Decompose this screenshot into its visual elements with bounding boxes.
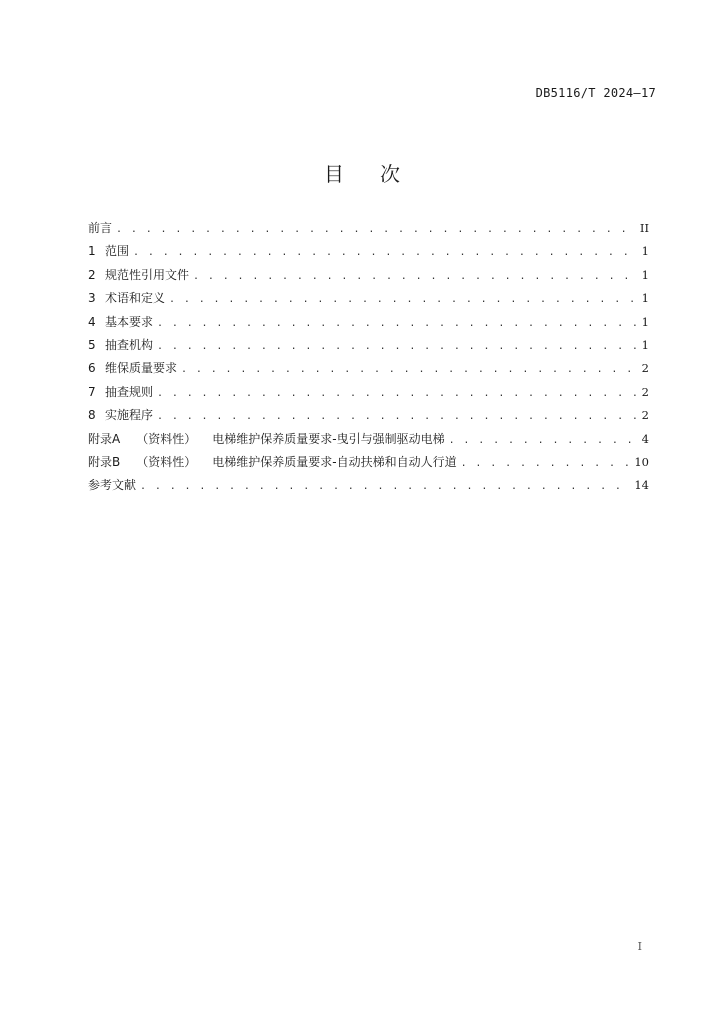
doc-code: DB5116/T 2024—17 bbox=[535, 86, 656, 100]
toc-leader-dots bbox=[169, 288, 638, 310]
toc-leader-dots bbox=[157, 335, 638, 357]
toc-label: 规范性引用文件 bbox=[105, 267, 190, 282]
toc-leader-dots bbox=[133, 241, 638, 263]
footer-page-number: I bbox=[637, 940, 642, 953]
toc-label: 维保质量要求 bbox=[105, 361, 178, 376]
toc-label: 范围 bbox=[105, 244, 130, 259]
toc-row-annex-a[interactable] bbox=[88, 428, 649, 451]
toc-page-number: 4 bbox=[641, 431, 649, 446]
toc-leader-dots bbox=[157, 382, 638, 404]
toc-number: 3 bbox=[88, 291, 96, 306]
toc-page-number: 2 bbox=[641, 384, 649, 399]
annex-id: 附录A bbox=[88, 431, 121, 446]
toc-leader-dots bbox=[157, 312, 638, 334]
toc-page-number: 14 bbox=[634, 478, 649, 493]
toc-page-number: II bbox=[639, 221, 649, 235]
toc-label: 电梯维护保养质量要求-曳引与强制驱动电梯 bbox=[212, 431, 445, 446]
toc-number: 8 bbox=[88, 408, 96, 423]
toc-label: 基本要求 bbox=[105, 314, 154, 329]
toc-page-number: 1 bbox=[641, 314, 649, 329]
toc-leader-dots bbox=[461, 452, 631, 474]
toc-label: 前言 bbox=[88, 221, 113, 235]
toc-page-number: 1 bbox=[641, 337, 649, 352]
annex-id: 附录B bbox=[88, 454, 121, 469]
toc-label: 实施程序 bbox=[105, 408, 154, 423]
toc-label: 抽查机构 bbox=[105, 337, 154, 352]
toc-page-number: 1 bbox=[641, 267, 649, 282]
toc-label: 电梯维护保养质量要求-自动扶梯和自动人行道 bbox=[212, 454, 457, 469]
toc-page-number: 10 bbox=[634, 454, 649, 469]
toc-page-number: 1 bbox=[641, 291, 649, 306]
toc-leader-dots bbox=[140, 475, 630, 497]
toc-row[interactable] bbox=[88, 404, 649, 427]
toc-number: 5 bbox=[88, 337, 96, 352]
toc-number: 2 bbox=[88, 267, 96, 282]
toc-row[interactable] bbox=[88, 264, 649, 287]
toc-number: 6 bbox=[88, 361, 96, 376]
toc-title: 目次 bbox=[324, 162, 436, 186]
toc-row[interactable] bbox=[88, 240, 649, 263]
toc-label: 参考文献 bbox=[88, 478, 137, 493]
annex-type: （资料性） bbox=[136, 431, 197, 446]
annex-type: （资料性） bbox=[136, 454, 197, 469]
toc-leader-dots bbox=[181, 358, 638, 380]
toc-page-number: 2 bbox=[641, 361, 649, 376]
toc-row[interactable] bbox=[88, 357, 649, 380]
toc-row[interactable] bbox=[88, 287, 649, 310]
toc-page-number: 1 bbox=[641, 244, 649, 259]
toc-leader-dots bbox=[157, 405, 638, 427]
toc-label: 术语和定义 bbox=[105, 291, 166, 306]
toc-leader-dots bbox=[193, 265, 638, 287]
toc-row-preface[interactable] bbox=[88, 217, 649, 240]
toc-number: 1 bbox=[88, 244, 96, 259]
toc-number: 7 bbox=[88, 384, 96, 399]
toc-label: 抽查规则 bbox=[105, 384, 154, 399]
toc-row[interactable] bbox=[88, 311, 649, 334]
toc-leader-dots bbox=[449, 429, 638, 451]
toc-row-references[interactable] bbox=[88, 474, 649, 497]
table-of-contents bbox=[88, 217, 649, 498]
toc-page-number: 2 bbox=[641, 408, 649, 423]
toc-row[interactable] bbox=[88, 334, 649, 357]
toc-row-annex-b[interactable] bbox=[88, 451, 649, 474]
toc-leader-dots bbox=[116, 218, 636, 240]
toc-number: 4 bbox=[88, 314, 96, 329]
toc-row[interactable] bbox=[88, 381, 649, 404]
